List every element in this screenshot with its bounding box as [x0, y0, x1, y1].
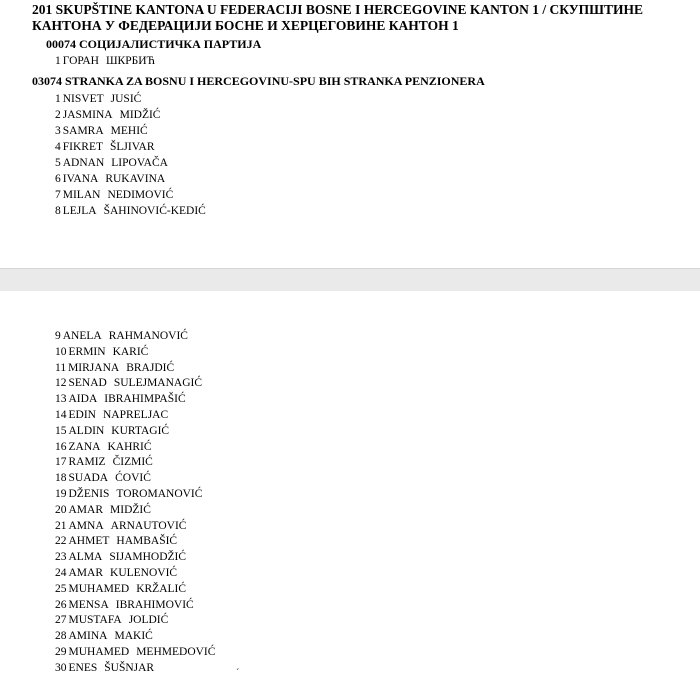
candidate-first-name: ГОРАН — [62, 55, 99, 67]
candidate-row — [55, 392, 186, 406]
candidate-number: 4 — [55, 141, 61, 153]
candidate-first-name: AMAR — [68, 567, 104, 579]
candidate-row — [55, 204, 206, 218]
candidate-last-name: ŠLJIVAR — [110, 141, 155, 153]
candidate-first-name: SENAD — [68, 377, 107, 390]
candidate-last-name: KULENOVIĆ — [110, 567, 178, 579]
candidate-first-name: IVANA — [62, 173, 99, 185]
candidate-number: 1 — [55, 55, 61, 67]
candidate-row — [55, 345, 148, 359]
candidate-last-name: KRŽALIĆ — [136, 582, 187, 595]
candidate-last-name: JOLDIĆ — [128, 614, 169, 627]
candidate-first-name: ALDIN — [68, 424, 105, 437]
candidate-last-name: ČIZMIĆ — [112, 456, 153, 469]
candidate-number: 18 — [55, 472, 67, 485]
candidate-number: 28 — [55, 630, 67, 643]
candidate-number: 20 — [55, 503, 67, 516]
candidate-last-name: ARNAUTOVIĆ — [110, 519, 187, 532]
candidate-row — [55, 598, 194, 612]
candidate-row — [55, 424, 169, 438]
candidate-row — [55, 550, 186, 564]
candidate-first-name: FIKRET — [62, 141, 103, 153]
candidate-first-name: MILAN — [62, 189, 101, 201]
candidate-row — [55, 156, 168, 170]
document-title: 201 SKUPŠTINE KANTONA U FEDERACIJI BOSNE I HERCEGOVINE KANTON 1 / СКУПШТИНЕ КАНТОНА У ФЕДЕРАЦИЈИ БОСНЕ И ХЕРЦЕГОВИНЕ КАНТОН 1 — [32, 2, 643, 33]
candidate-row — [55, 487, 202, 501]
candidate-number: 21 — [55, 519, 67, 532]
candidate-row — [55, 140, 155, 154]
candidate-first-name: SAMRA — [62, 125, 104, 137]
candidate-first-name: AIDA — [68, 393, 98, 406]
candidate-last-name: IBRAHIMPAŠIĆ — [104, 393, 186, 406]
candidate-last-name: JUSIĆ — [110, 93, 142, 105]
candidate-row — [55, 408, 168, 422]
candidate-last-name: MAKIĆ — [114, 630, 153, 643]
candidate-row — [55, 92, 141, 106]
candidate-row — [55, 645, 215, 659]
candidate-last-name: MIDŽIĆ — [119, 109, 161, 121]
candidate-last-name: RUKAVINA — [105, 173, 166, 185]
candidate-last-name: BRAJDIĆ — [126, 361, 175, 374]
candidate-number: 29 — [55, 646, 67, 658]
candidate-last-name: TOROMANOVIĆ — [116, 488, 203, 500]
candidate-row — [55, 582, 186, 596]
candidate-row — [55, 108, 160, 122]
candidate-last-name: MEHIĆ — [110, 125, 148, 137]
candidate-first-name: MIRJANA — [68, 361, 120, 374]
mark-glyph: ˊ — [236, 668, 240, 679]
candidate-row — [55, 613, 168, 627]
party-header: 00074 СОЦИЈАЛИСТИЧКА ПАРТИЈА — [46, 37, 262, 51]
candidate-number: 6 — [55, 173, 61, 185]
candidate-row — [55, 519, 186, 533]
candidate-first-name: AHMET — [68, 535, 110, 548]
candidate-number: 22 — [55, 535, 67, 548]
candidate-number: 19 — [55, 488, 67, 500]
candidate-first-name: AMINA — [68, 630, 108, 643]
candidate-last-name: HAMBAŠIĆ — [116, 535, 178, 548]
candidate-row — [55, 361, 174, 375]
candidate-row — [55, 188, 173, 202]
candidate-row — [55, 329, 188, 343]
candidate-first-name: ERMIN — [68, 345, 106, 358]
candidate-first-name: ADNAN — [62, 157, 105, 169]
candidate-number: 9 — [55, 330, 61, 342]
candidate-first-name: JASMINA — [62, 109, 113, 121]
candidate-number: 1 — [55, 93, 61, 105]
candidate-row — [55, 503, 151, 517]
candidate-row — [55, 376, 202, 390]
candidate-first-name: LEJLA — [62, 205, 97, 217]
party-header: 03074 STRANKA ZA BOSNU I HERCEGOVINU-SPU BIH STRANKA PENZIONERA — [32, 74, 485, 88]
candidate-number: 10 — [55, 345, 67, 358]
candidate-row — [55, 661, 154, 675]
candidate-last-name: KARIĆ — [112, 345, 149, 358]
document-page-2 — [0, 291, 700, 679]
candidate-first-name: ENES — [68, 661, 98, 674]
candidate-number: 12 — [55, 377, 67, 390]
candidate-last-name: MEHMEDOVIĆ — [136, 646, 216, 658]
candidate-number: 25 — [55, 582, 67, 595]
candidate-last-name: RAHMANOVIĆ — [108, 330, 188, 342]
candidate-first-name: MUSTAFA — [68, 614, 122, 627]
candidate-number: 5 — [55, 157, 61, 169]
candidate-first-name: RAMIZ — [68, 456, 106, 469]
candidate-last-name: NEDIMOVIĆ — [107, 189, 174, 201]
candidate-number: 16 — [55, 440, 67, 453]
candidate-last-name: ŠUŠNJAR — [104, 661, 155, 674]
candidate-number: 15 — [55, 424, 67, 437]
candidate-first-name: MENSA — [68, 598, 109, 611]
candidate-last-name: KURTAGIĆ — [111, 424, 170, 437]
candidate-row — [55, 54, 155, 68]
candidate-number: 13 — [55, 393, 67, 406]
candidate-row — [55, 471, 151, 485]
candidate-first-name: EDIN — [68, 409, 96, 421]
candidate-last-name: MIDŽIĆ — [110, 503, 151, 516]
candidate-number: 17 — [55, 456, 67, 469]
candidate-first-name: AMNA — [68, 519, 104, 532]
candidate-last-name: KAHRIĆ — [107, 440, 152, 453]
candidate-last-name: ĆOVIĆ — [115, 472, 151, 485]
candidate-last-name: IBRAHIMOVIĆ — [115, 598, 194, 611]
candidate-number: 3 — [55, 125, 61, 137]
candidate-row — [55, 566, 177, 580]
candidate-last-name: SIJAMHODŽIĆ — [109, 551, 187, 564]
candidate-number: 14 — [55, 409, 67, 421]
candidate-row — [55, 455, 153, 469]
candidate-first-name: ANELA — [62, 330, 102, 342]
candidate-last-name: SULEJMANAGIĆ — [113, 377, 203, 390]
candidate-first-name: ALMA — [68, 551, 103, 564]
candidate-row — [55, 172, 165, 186]
candidate-number: 26 — [55, 598, 67, 611]
candidate-number: 2 — [55, 109, 61, 121]
candidate-last-name: LIPOVAČA — [111, 157, 168, 169]
candidate-row — [55, 534, 177, 548]
candidate-first-name: MUHAMED — [68, 646, 130, 658]
candidate-number: 23 — [55, 551, 67, 564]
document-page-1 — [0, 0, 700, 268]
candidate-row — [55, 124, 148, 138]
candidate-number: 24 — [55, 567, 67, 579]
candidate-number: 7 — [55, 189, 61, 201]
candidate-last-name: NAPRELJAC — [102, 409, 169, 421]
candidate-first-name: SUADA — [68, 472, 109, 485]
candidate-row — [55, 440, 152, 454]
candidate-number: 30 — [55, 661, 67, 674]
candidate-number: 27 — [55, 614, 67, 627]
candidate-first-name: AMAR — [68, 503, 104, 516]
candidate-first-name: DŽENIS — [68, 488, 110, 500]
candidate-number: 11 — [55, 361, 67, 374]
candidate-last-name: ŠAHINOVIĆ-KEDIĆ — [103, 205, 206, 217]
candidate-first-name: NISVET — [62, 93, 104, 105]
candidate-last-name: ШКРБИЋ — [105, 55, 156, 67]
candidate-first-name: ZANA — [68, 440, 101, 453]
candidate-first-name: MUHAMED — [68, 582, 130, 595]
candidate-number: 8 — [55, 205, 61, 217]
candidate-row — [55, 629, 153, 643]
page-break-gap — [0, 268, 700, 292]
